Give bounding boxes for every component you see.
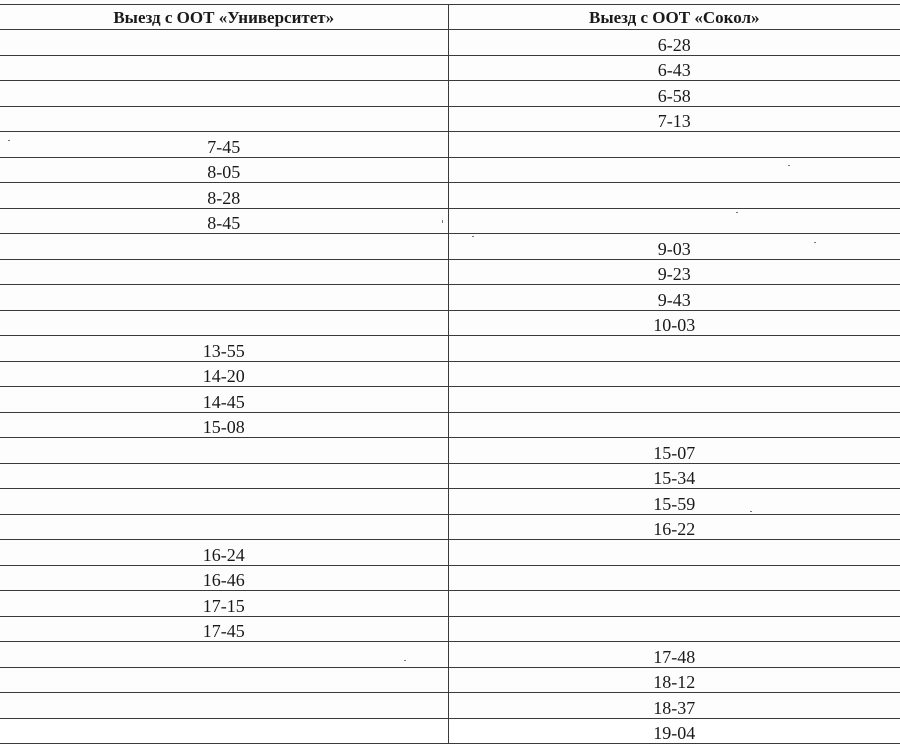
- scan-speck: [788, 165, 790, 166]
- cell-universitet-time: 8-05: [0, 157, 448, 183]
- cell-universitet-time: [0, 285, 448, 311]
- cell-universitet-time: 15-08: [0, 412, 448, 438]
- table-row: [0, 55, 900, 81]
- cell-sokol-time: [448, 132, 900, 158]
- table-row: [0, 336, 900, 362]
- cell-sokol-time: [448, 361, 900, 387]
- table-row: [0, 718, 900, 744]
- table-row: [0, 565, 900, 591]
- cell-sokol-time: 15-07: [448, 438, 900, 464]
- cell-universitet-time: 17-15: [0, 591, 448, 617]
- cell-universitet-time: 8-45: [0, 208, 448, 234]
- column-header-sokol: Выезд с ООТ «Сокол»: [448, 5, 900, 30]
- cell-sokol-time: [448, 591, 900, 617]
- cell-sokol-time: 10-03: [448, 310, 900, 336]
- cell-sokol-time: 6-43: [448, 55, 900, 81]
- cell-universitet-time: 16-24: [0, 540, 448, 566]
- cell-sokol-time: 9-23: [448, 259, 900, 285]
- cell-sokol-time: [448, 565, 900, 591]
- cell-sokol-time: [448, 412, 900, 438]
- cell-sokol-time: 7-13: [448, 106, 900, 132]
- scan-speck: [750, 511, 752, 512]
- cell-universitet-time: 8-28: [0, 183, 448, 209]
- cell-universitet-time: 14-45: [0, 387, 448, 413]
- cell-sokol-time: 15-59: [448, 489, 900, 515]
- cell-universitet-time: 16-46: [0, 565, 448, 591]
- cell-sokol-time: 19-04: [448, 718, 900, 744]
- table-row: [0, 591, 900, 617]
- cell-universitet-time: [0, 30, 448, 56]
- cell-universitet-time: [0, 310, 448, 336]
- table-row: [0, 540, 900, 566]
- cell-sokol-time: 16-22: [448, 514, 900, 540]
- table-row: [0, 693, 900, 719]
- cell-universitet-time: [0, 463, 448, 489]
- cell-sokol-time: 17-48: [448, 642, 900, 668]
- header-row: [0, 5, 900, 30]
- scan-speck: [8, 140, 10, 141]
- scan-speck: [442, 220, 443, 223]
- cell-universitet-time: [0, 81, 448, 107]
- table-row: [0, 81, 900, 107]
- schedule-body: [0, 30, 900, 744]
- scan-speck: [404, 660, 406, 661]
- table-row: [0, 667, 900, 693]
- cell-universitet-time: [0, 667, 448, 693]
- cell-universitet-time: 17-45: [0, 616, 448, 642]
- scan-speck: [814, 242, 816, 243]
- table-row: [0, 412, 900, 438]
- cell-sokol-time: [448, 183, 900, 209]
- cell-sokol-time: 6-58: [448, 81, 900, 107]
- cell-universitet-time: [0, 489, 448, 515]
- table-row: [0, 234, 900, 260]
- cell-universitet-time: [0, 514, 448, 540]
- table-row: [0, 132, 900, 158]
- cell-sokol-time: 18-12: [448, 667, 900, 693]
- cell-sokol-time: [448, 336, 900, 362]
- table-row: [0, 183, 900, 209]
- table-row: [0, 208, 900, 234]
- cell-sokol-time: [448, 208, 900, 234]
- cell-universitet-time: [0, 438, 448, 464]
- cell-universitet-time: [0, 55, 448, 81]
- scan-speck: [736, 212, 738, 213]
- table-row: [0, 310, 900, 336]
- cell-universitet-time: 14-20: [0, 361, 448, 387]
- table-row: [0, 616, 900, 642]
- cell-universitet-time: [0, 106, 448, 132]
- cell-universitet-time: [0, 693, 448, 719]
- cell-sokol-time: 9-43: [448, 285, 900, 311]
- cell-universitet-time: 7-45: [0, 132, 448, 158]
- cell-universitet-time: [0, 642, 448, 668]
- table-row: [0, 259, 900, 285]
- table-row: [0, 489, 900, 515]
- cell-universitet-time: [0, 718, 448, 744]
- table-row: [0, 387, 900, 413]
- table-row: [0, 463, 900, 489]
- cell-universitet-time: 13-55: [0, 336, 448, 362]
- table-row: [0, 514, 900, 540]
- cell-sokol-time: 15-34: [448, 463, 900, 489]
- column-header-universitet: Выезд с ООТ «Университет»: [0, 5, 448, 30]
- scan-speck: [472, 236, 474, 237]
- table-row: [0, 30, 900, 56]
- cell-sokol-time: 18-37: [448, 693, 900, 719]
- cell-sokol-time: [448, 157, 900, 183]
- cell-sokol-time: 9-03: [448, 234, 900, 260]
- table-row: [0, 157, 900, 183]
- table-row: [0, 361, 900, 387]
- departure-schedule-table: [0, 4, 900, 744]
- cell-sokol-time: [448, 616, 900, 642]
- table-row: [0, 438, 900, 464]
- table-row: [0, 642, 900, 668]
- table-row: [0, 106, 900, 132]
- cell-universitet-time: [0, 259, 448, 285]
- table-row: [0, 285, 900, 311]
- cell-universitet-time: [0, 234, 448, 260]
- cell-sokol-time: [448, 387, 900, 413]
- cell-sokol-time: 6-28: [448, 30, 900, 56]
- cell-sokol-time: [448, 540, 900, 566]
